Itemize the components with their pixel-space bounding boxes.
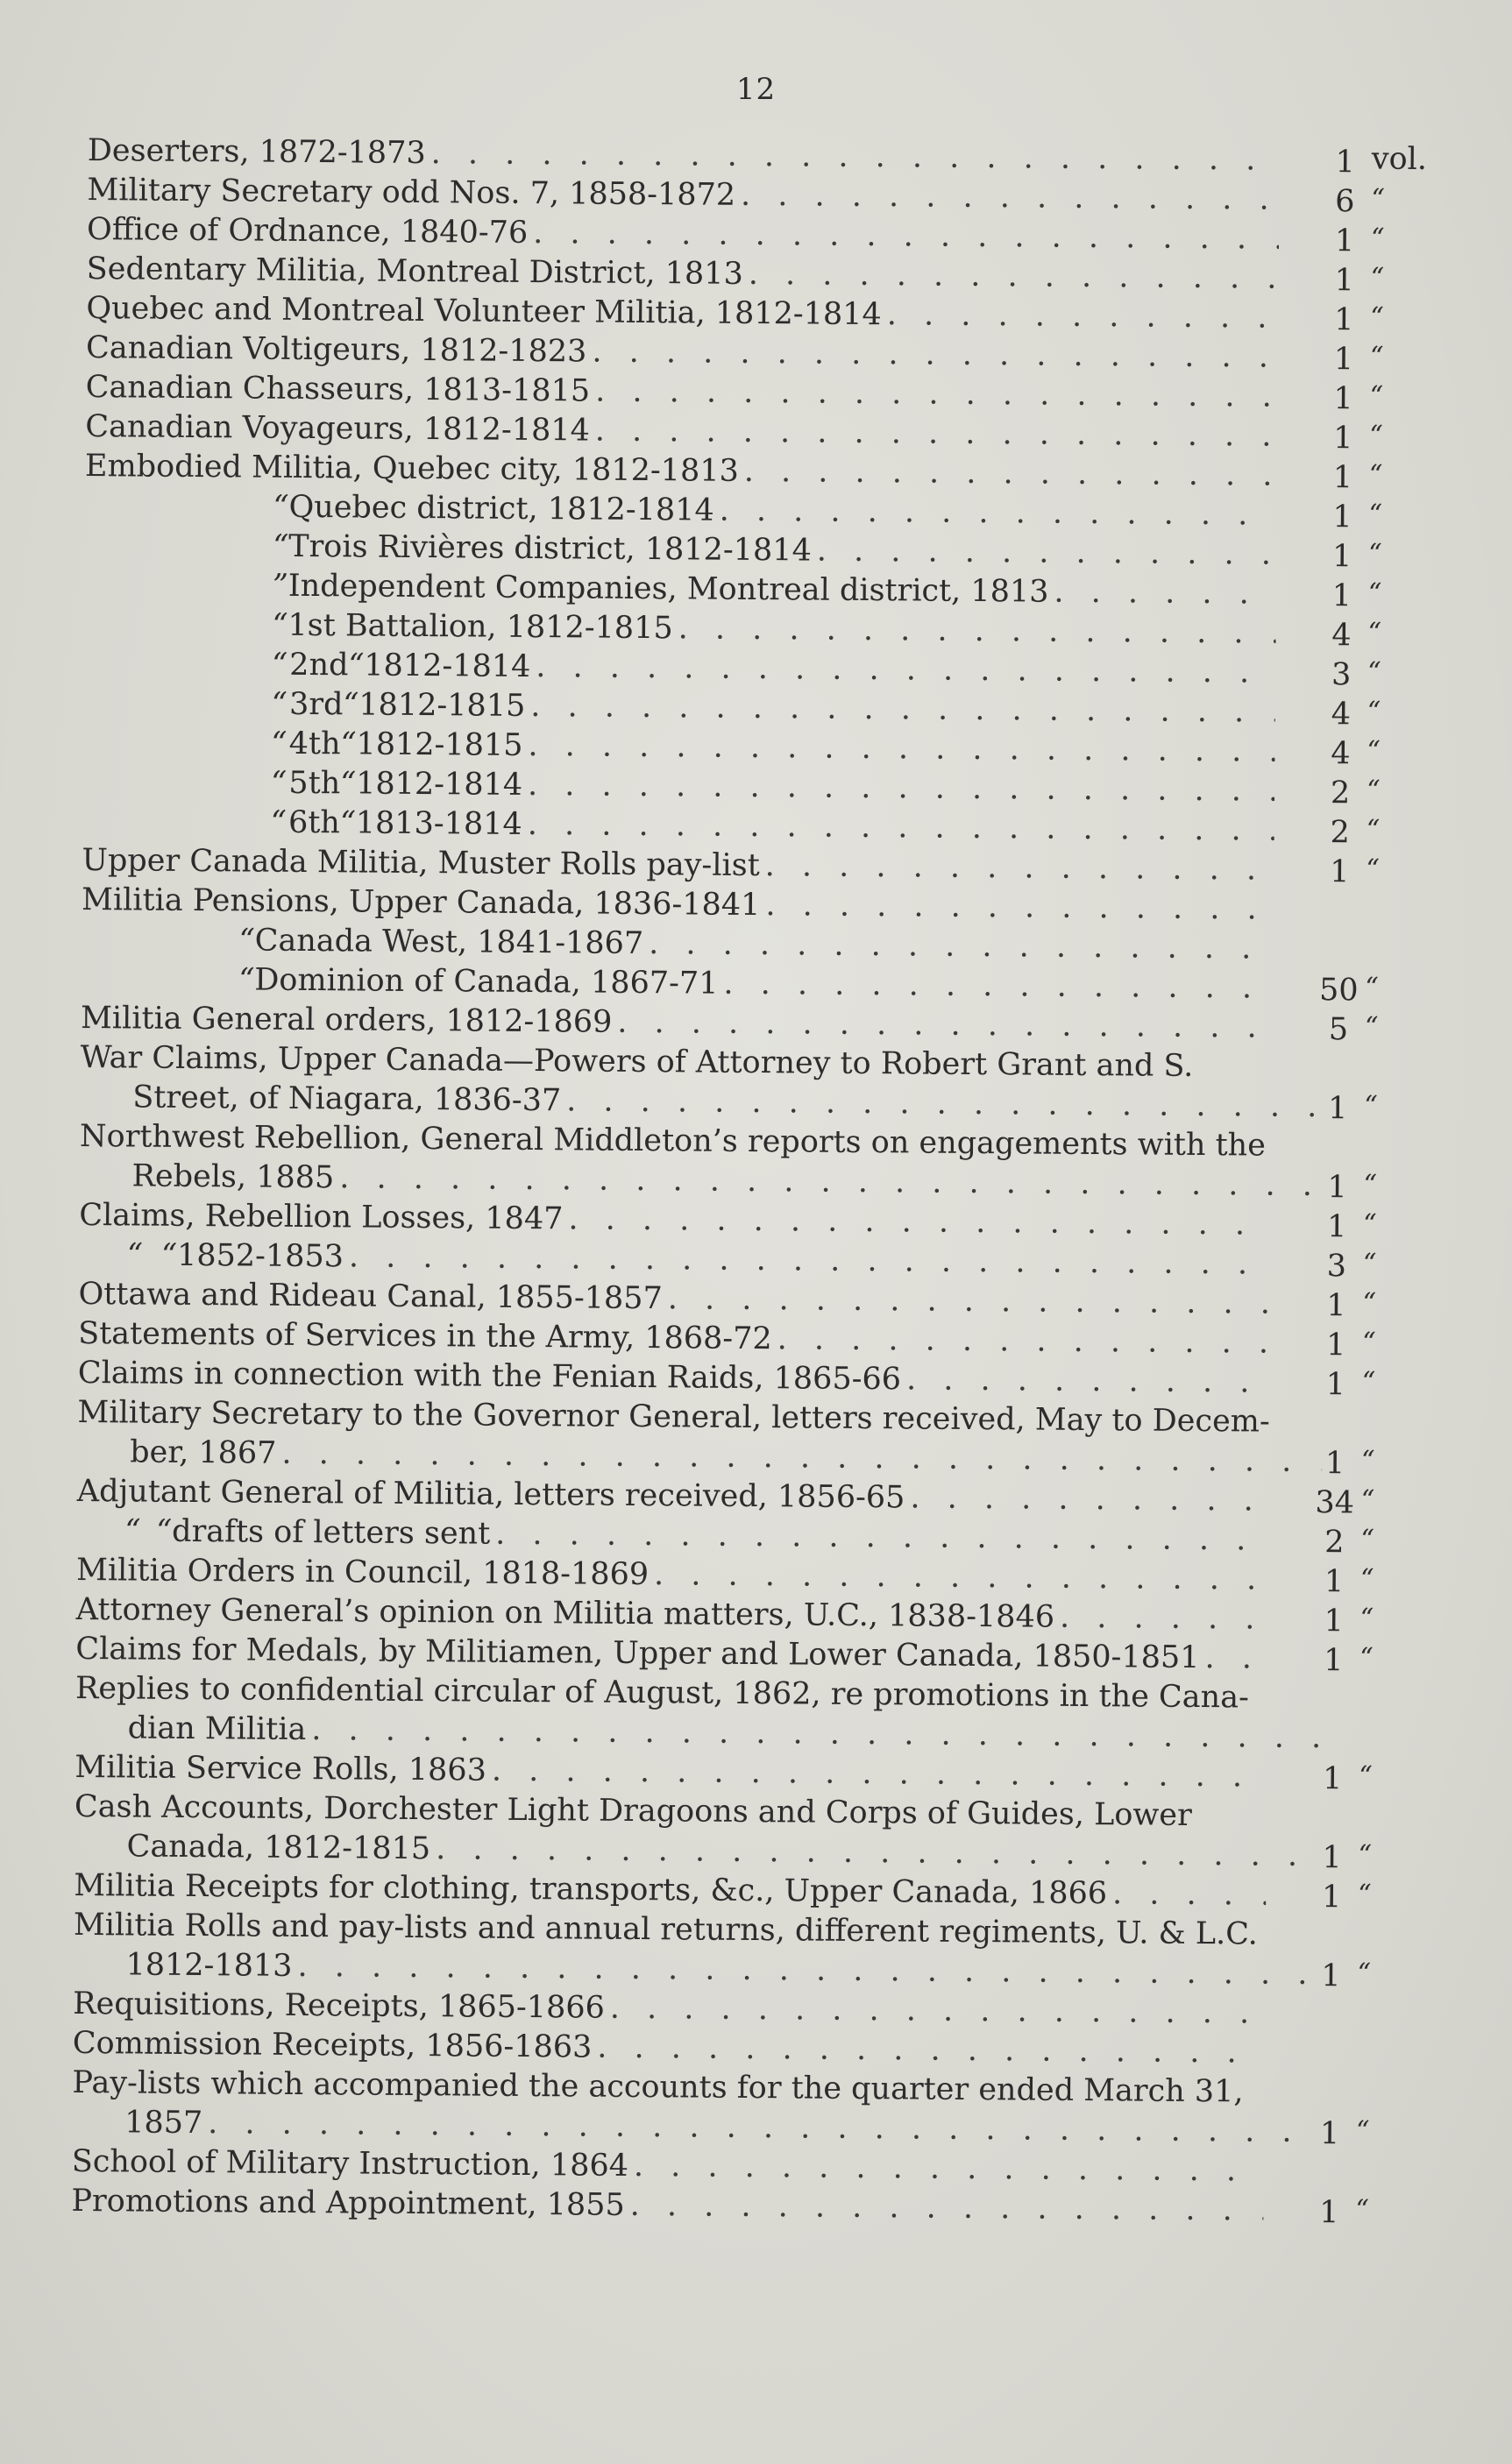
dot-leader (1112, 1874, 1266, 1915)
dot-leader (566, 1081, 1324, 1127)
volume-unit: “ (1359, 1603, 1374, 1634)
entry-title: Replies to confidential circular of August, 1862, re promotions in the Cana- (75, 1670, 1250, 1716)
entry-title: Dominion of Canada, 1867-71 (254, 962, 719, 1002)
volume-unit: “ (1362, 1327, 1376, 1358)
entry-title: Cash Accounts, Dorchester Light Dragoons and Corps of Guides, Lower (74, 1788, 1192, 1833)
volume-count: 5 (1328, 1012, 1349, 1048)
dot-leader (495, 1515, 1269, 1561)
volume-count: 2 (1330, 815, 1351, 851)
volume-count: 6 (1335, 184, 1355, 220)
entry-title: School of Military Instruction, 1864 (71, 2143, 629, 2184)
dot-leader (536, 648, 1275, 693)
entry-title: Ottawa and Rideau Canal, 1855-1857 (78, 1276, 663, 1317)
entry-title: 1857 (124, 2105, 203, 2142)
volume-unit: “ (1367, 656, 1381, 688)
volume-unit: “ (1369, 341, 1384, 372)
entry-title: 1812-1815 (356, 726, 523, 763)
ditto-mark: “ (271, 726, 287, 761)
entry-title: Adjutant General of Militia, letters received, 1856-65 (76, 1473, 905, 1516)
ditto-mark: “ (272, 647, 288, 683)
ditto-mark: “ (271, 686, 287, 722)
volume-unit: “ (1366, 735, 1381, 767)
volume-unit: “ (1355, 2115, 1370, 2147)
volume-count: 3 (1331, 657, 1352, 693)
volume-unit: “ (1359, 1563, 1374, 1595)
entry-title: Militia Pensions, Upper Canada, 1836-1841 (81, 882, 761, 924)
dot-leader (765, 846, 1274, 890)
volume-unit: “ (1365, 972, 1379, 1003)
volume-unit: “ (1364, 1090, 1378, 1122)
entry-title: Militia Rolls and pay-lists and annual returns, different regiments, U. & L.C. (73, 1907, 1259, 1952)
dot-leader (617, 1003, 1273, 1048)
volume-unit: “ (1360, 1484, 1375, 1516)
entry-row (77, 1393, 1410, 1483)
volume-count: 1 (1322, 1840, 1342, 1876)
volume-unit: “ (1361, 1366, 1376, 1398)
dot-leader (595, 372, 1278, 417)
entry-title: 1st Battalion, 1812-1815 (287, 607, 673, 647)
volume-count: 1 (1334, 302, 1354, 338)
entry-title: War Claims, Upper Canada—Powers of Attorney to Robert Grant and S. (80, 1039, 1194, 1084)
dot-leader (906, 1360, 1270, 1402)
ditto-mark: “ (340, 726, 357, 762)
dot-leader (765, 886, 1274, 930)
volume-count: 1 (1325, 1328, 1346, 1363)
entry-title: 1812-1813 (125, 1947, 293, 1984)
volume-unit: “ (1368, 459, 1383, 491)
dot-leader (595, 412, 1278, 457)
volume-unit: “ (1363, 1169, 1378, 1200)
volume-count: 1 (1319, 2195, 1339, 2231)
entry-title: Deserters, 1872-1873 (87, 132, 426, 172)
dot-leader (741, 176, 1280, 220)
dot-leader (568, 1200, 1271, 1244)
entry-title: Military Secretary to the Governor General, letters received, May to Decem- (77, 1394, 1270, 1440)
entry-title: Militia Service Rolls, 1863 (75, 1749, 487, 1788)
entry-list (71, 131, 1428, 2232)
volume-unit: “ (1360, 1445, 1375, 1476)
entry-title: ber, 1867 (130, 1434, 277, 1471)
ditto-mark: “ (273, 489, 289, 525)
battalion-label: 5th (288, 765, 341, 802)
entry-title: Canada West, 1841-1867 (254, 923, 644, 962)
dot-leader (654, 1555, 1268, 1600)
volume-count: 1 (1322, 1761, 1343, 1797)
volume-count: 1 (1333, 342, 1354, 378)
volume-unit: vol. (1371, 141, 1428, 178)
ditto-mark: “ (238, 962, 255, 998)
entry-title: Canadian Chasseurs, 1813-1815 (85, 369, 591, 409)
entry-title: Pay-lists which accompanied the accounts for the quarter ended March 31, (72, 2064, 1244, 2110)
ditto-mark: “ (348, 648, 365, 683)
volume-unit: “ (1360, 1524, 1374, 1555)
volume-count: 4 (1331, 697, 1352, 733)
dot-leader (610, 1989, 1266, 2034)
dot-leader (744, 452, 1277, 496)
volume-unit: “ (1370, 301, 1384, 333)
dot-leader (630, 2186, 1264, 2231)
volume-count: 1 (1324, 1446, 1345, 1482)
entry-row (73, 1906, 1406, 1995)
entry-title: Canadian Voltigeurs, 1812-1823 (85, 329, 587, 370)
volume-count: 1 (1326, 1288, 1346, 1324)
entry-title: Commission Receipts, 1856-1863 (72, 2025, 593, 2065)
ditto-mark: “ (160, 1237, 178, 1273)
entry-title: Militia General orders, 1812-1869 (80, 1000, 613, 1040)
dot-leader (533, 214, 1279, 259)
dot-leader (431, 134, 1280, 181)
volume-count: 1 (1332, 460, 1353, 496)
volume-unit: “ (1367, 577, 1382, 609)
entry-title: Quebec and Montreal Volunteer Militia, 1812-1814 (86, 290, 882, 333)
volume-count: 4 (1331, 736, 1351, 772)
entry-title: drafts of letters sent (171, 1513, 491, 1552)
volume-count: 1 (1326, 1209, 1347, 1245)
volume-count: 50 (1318, 973, 1359, 1009)
volume-unit: “ (1363, 1208, 1377, 1240)
volume-count: 1 (1325, 1367, 1346, 1403)
entry-title: Embodied Militia, Quebec city, 1812-1813 (84, 448, 739, 489)
entry-title: Quebec district, 1812-1814 (288, 489, 714, 528)
entry-title: Claims, Rebellion Losses, 1847 (79, 1197, 564, 1237)
volume-unit: “ (1368, 538, 1382, 570)
volume-unit: “ (1359, 1642, 1374, 1674)
ditto-mark: “ (271, 765, 287, 801)
ditto-mark: “ (270, 804, 287, 840)
dot-leader (720, 492, 1277, 535)
volume-unit: “ (1369, 420, 1383, 451)
volume-count: 4 (1331, 618, 1352, 654)
volume-unit: “ (1366, 775, 1381, 806)
volume-count: 1 (1332, 499, 1352, 535)
battalion-label: 2nd (289, 647, 349, 683)
ditto-mark: “ (340, 766, 357, 802)
volume-count: 1 (1321, 1958, 1341, 1994)
battalion-label: 3rd (288, 686, 344, 723)
entry-title: Promotions and Appointment, 1855 (71, 2183, 625, 2223)
ditto-mark: “ (126, 1237, 143, 1273)
entry-title: Attorney General’s opinion on Militia matters, U.C., 1838-1846 (75, 1591, 1055, 1635)
volume-count: 1 (1324, 1564, 1345, 1600)
battalion-label: 4th (288, 726, 341, 762)
volume-unit: “ (1362, 1248, 1377, 1279)
volume-unit: “ (1358, 1879, 1372, 1910)
entry-title: Upper Canada Militia, Muster Rolls pay-list (82, 842, 760, 884)
volume-unit: “ (1370, 262, 1385, 294)
volume-count: 1 (1331, 578, 1352, 614)
volume-count: 34 (1315, 1485, 1355, 1521)
entry-title: Militia Orders in Council, 1818-1869 (75, 1552, 650, 1593)
volume-count: 1 (1321, 1880, 1342, 1915)
volume-unit: “ (1364, 1011, 1379, 1043)
volume-unit: “ (1370, 223, 1385, 254)
entry-title: Military Secretary odd Nos. 7, 1858-1872 (87, 172, 736, 213)
volume-count: 1 (1335, 145, 1356, 181)
battalion-label: 6th (287, 804, 341, 841)
volume-count: 1 (1332, 421, 1353, 457)
dot-leader (528, 805, 1274, 851)
volume-count: 1 (1327, 1091, 1348, 1127)
entry-title: Statements of Services in the Army, 1868-72 (78, 1315, 772, 1357)
dot-leader (777, 1320, 1271, 1363)
entry-title: Canada, 1812-1815 (126, 1829, 431, 1867)
dot-leader (530, 687, 1275, 733)
entry-title: 1812-1814 (356, 766, 523, 803)
volume-unit: “ (1366, 853, 1380, 885)
entry-line (71, 2182, 1263, 2231)
entry-title: Claims for Medals, by Militiamen, Upper and Lower Canada, 1850-1851 (75, 1631, 1200, 1676)
entry-row (74, 1788, 1407, 1877)
ditto-mark: “ (156, 1513, 173, 1549)
ditto-mark: “ (343, 687, 359, 723)
volume-count: 1 (1327, 1170, 1347, 1206)
dot-leader (649, 924, 1274, 969)
dot-leader (436, 1830, 1319, 1876)
entry-title: Canadian Voyageurs, 1812-1814 (85, 408, 591, 449)
volume-count: 1 (1331, 539, 1352, 575)
entry-title: Office of Ordnance, 1840-76 (86, 211, 529, 251)
entry-title: Independent Companies, Montreal district, 1813 (287, 568, 1049, 610)
dot-leader (678, 609, 1276, 653)
entry-title: Trois Rivières district, 1812-1814 (288, 528, 812, 569)
entry-title: Sedentary Militia, Montreal District, 1813 (86, 251, 743, 292)
entry-title: 1812-1815 (358, 687, 526, 724)
dot-leader (668, 1279, 1271, 1323)
entry-title: Rebels, 1885 (131, 1158, 335, 1196)
volume-count: 1 (1333, 381, 1353, 417)
ditto-mark: “ (273, 528, 289, 564)
entry-title: 1812-1814 (364, 648, 531, 684)
volume-count: 1 (1334, 223, 1355, 259)
dot-leader (492, 1752, 1267, 1797)
volume-unit: “ (1357, 1958, 1372, 1989)
dot-leader (597, 2029, 1265, 2073)
volume-count: 1 (1324, 1643, 1344, 1679)
entry-row (79, 1117, 1412, 1207)
volume-unit: “ (1366, 814, 1381, 846)
dot-leader (723, 965, 1273, 1009)
entry-title: Requisitions, Receipts, 1865-1866 (73, 1986, 606, 2026)
entry-title: 1852-1853 (176, 1237, 344, 1275)
dot-leader (1054, 573, 1276, 614)
entry-title: 1813-1814 (355, 805, 522, 842)
entry-row (72, 2064, 1405, 2153)
page-number: 12 (735, 72, 777, 107)
ditto-mark: “ (238, 923, 255, 959)
volume-unit: “ (1362, 1287, 1377, 1319)
entry-row (75, 1669, 1409, 1759)
volume-unit: “ (1355, 2194, 1369, 2226)
volume-count: 1 (1330, 854, 1350, 890)
dot-leader (1060, 1598, 1268, 1639)
volume-count: 1 (1319, 2116, 1340, 2152)
volume-unit: “ (1358, 1839, 1373, 1871)
dot-leader (634, 2147, 1264, 2191)
dot-leader (749, 255, 1279, 299)
dot-leader (1204, 1639, 1267, 1679)
volume-unit: “ (1359, 1760, 1373, 1792)
volume-unit: “ (1371, 183, 1385, 215)
entry-row (80, 1038, 1413, 1128)
entry-title: Militia Receipts for clothing, transports, &c., Upper Canada, 1866 (74, 1867, 1108, 1912)
ditto-mark: “ (124, 1513, 141, 1549)
dot-leader (528, 726, 1274, 772)
volume-count: 2 (1330, 775, 1351, 811)
ditto-mark: “ (339, 805, 356, 841)
entry-title: Street, of Niagara, 1836-37 (132, 1080, 562, 1119)
volume-unit: “ (1367, 617, 1382, 648)
volume-unit: “ (1366, 696, 1381, 727)
volume-count: 1 (1324, 1604, 1344, 1639)
dot-leader (817, 532, 1277, 575)
dot-leader (910, 1478, 1269, 1520)
volume-unit: “ (1369, 380, 1384, 412)
volume-unit: “ (1368, 499, 1383, 530)
volume-count: 3 (1326, 1249, 1347, 1285)
entry-title: Claims in connection with the Fenian Raids, 1865-66 (77, 1355, 902, 1398)
ditto-mark: ” (272, 568, 288, 604)
ditto-mark: “ (272, 607, 288, 643)
entry-title: Northwest Rebellion, General Middleton’s reports on engagements with the (79, 1118, 1267, 1164)
dot-leader (592, 333, 1278, 378)
volume-count: 1 (1334, 263, 1355, 299)
entry-title: dian Militia (127, 1710, 307, 1748)
dot-leader (887, 295, 1279, 338)
dot-leader (528, 766, 1274, 811)
volume-count: 2 (1324, 1525, 1345, 1561)
